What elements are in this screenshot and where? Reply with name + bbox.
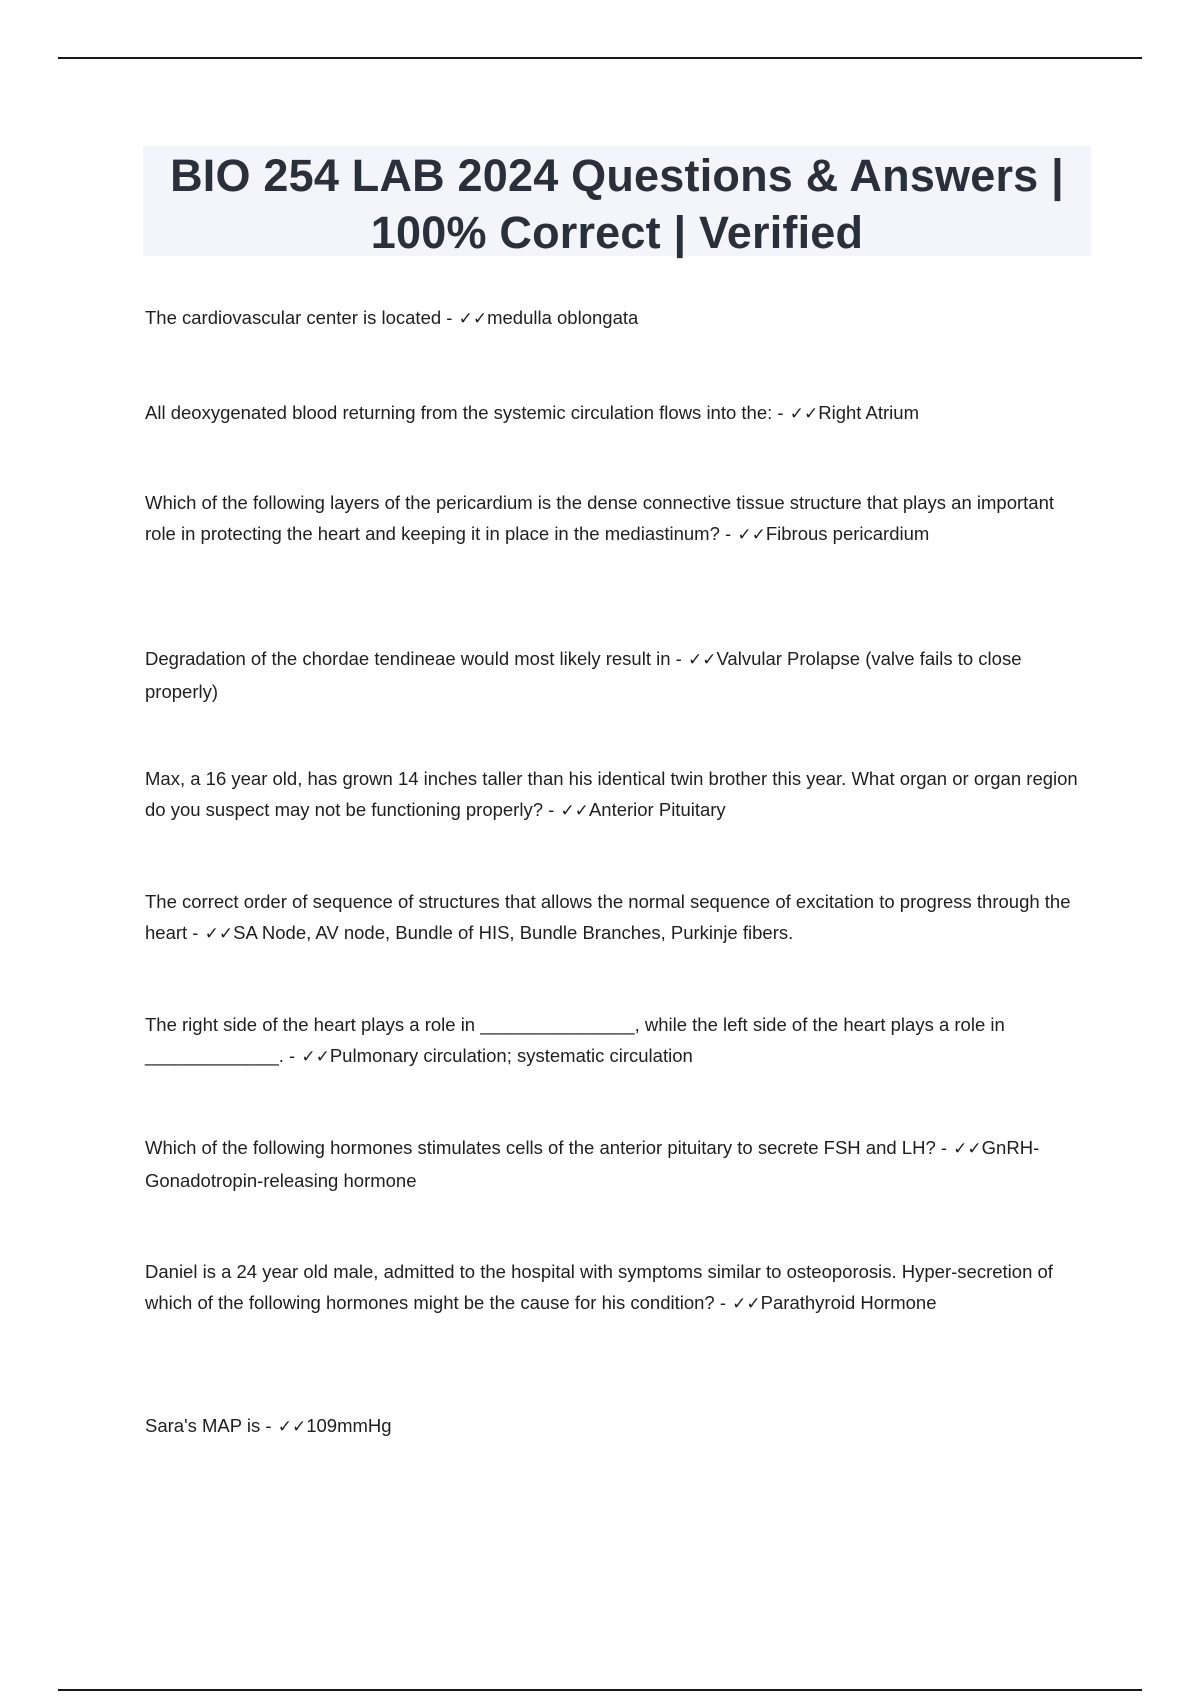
question-text: All deoxygenated blood returning from the systemic circulation flows into the: - [145, 402, 784, 423]
qa-item-8 [145, 1132, 1085, 1196]
answer-text: medulla oblongata [487, 307, 639, 328]
answer-text: SA Node, AV node, Bundle of HIS, Bundle Branches, Purkinje fibers. [233, 922, 794, 943]
question-text: Which of the following layers of the pericardium is the dense connective tissue structure that plays an important role in protecting the heart and keeping it in place in the mediastinum? - [145, 492, 1055, 544]
check-mark-icon: ✓✓ [458, 309, 488, 329]
check-mark-icon: ✓✓ [560, 801, 589, 821]
answer-text: GnRH- Gonadotropin-releasing hormone [145, 1137, 1040, 1191]
check-mark-icon: ✓✓ [789, 404, 819, 424]
answer-text: Right Atrium [818, 402, 919, 423]
title-banner [143, 146, 1091, 256]
answer-text: Anterior Pituitary [588, 799, 726, 820]
qa-item-7 [145, 1009, 1085, 1073]
qa-item-2 [145, 397, 1085, 430]
question-text: Which of the following hormones stimulates cells of the anterior pituitary to secrete FSH and LH? - [145, 1137, 948, 1158]
answer-text: 109mmHg [306, 1415, 392, 1436]
question-text: Max, a 16 year old, has grown 14 inches taller than his identical twin brother this year. What organ or organ region do you suspect may not be functioning properly? - [145, 768, 1078, 820]
answer-text: Valvular Prolapse (valve fails to close properly) [145, 648, 1022, 702]
qa-item-9 [145, 1256, 1085, 1320]
check-mark-icon: ✓✓ [953, 1139, 982, 1159]
check-mark-icon: ✓✓ [732, 1294, 761, 1314]
top-divider [58, 57, 1142, 59]
question-text: The cardiovascular center is located - [145, 307, 453, 328]
question-text: The right side of the heart plays a role in _______________, while the left side of the heart plays a role in _____________. - [145, 1014, 1005, 1066]
check-mark-icon: ✓✓ [277, 1417, 307, 1437]
question-text: The correct order of sequence of structures that allows the normal sequence of excitation to progress through the heart - [145, 891, 1071, 943]
bottom-divider [58, 1689, 1142, 1691]
answer-text: Fibrous pericardium [765, 523, 930, 544]
page-title: BIO 254 LAB 2024 Questions & Answers | 100% Correct | Verified [170, 150, 1064, 258]
check-mark-icon: ✓✓ [301, 1047, 330, 1067]
qa-item-10 [145, 1410, 1085, 1443]
check-mark-icon: ✓✓ [687, 650, 717, 670]
qa-item-6 [145, 886, 1085, 950]
qa-item-1 [145, 302, 1085, 335]
question-text: Sara's MAP is - [145, 1415, 272, 1436]
question-text: Daniel is a 24 year old male, admitted to the hospital with symptoms similar to osteoporosis. Hyper-secretion of which of the following hormones might be the cause for his condition? - [145, 1261, 1053, 1313]
qa-item-3 [145, 487, 1085, 551]
check-mark-icon: ✓✓ [204, 924, 234, 944]
answer-text: Parathyroid Hormone [760, 1292, 937, 1313]
qa-item-4 [145, 643, 1085, 707]
check-mark-icon: ✓✓ [737, 525, 766, 545]
answer-text: Pulmonary circulation; systematic circulation [329, 1045, 693, 1066]
question-text: Degradation of the chordae tendineae would most likely result in - [145, 648, 682, 669]
qa-item-5 [145, 763, 1085, 827]
